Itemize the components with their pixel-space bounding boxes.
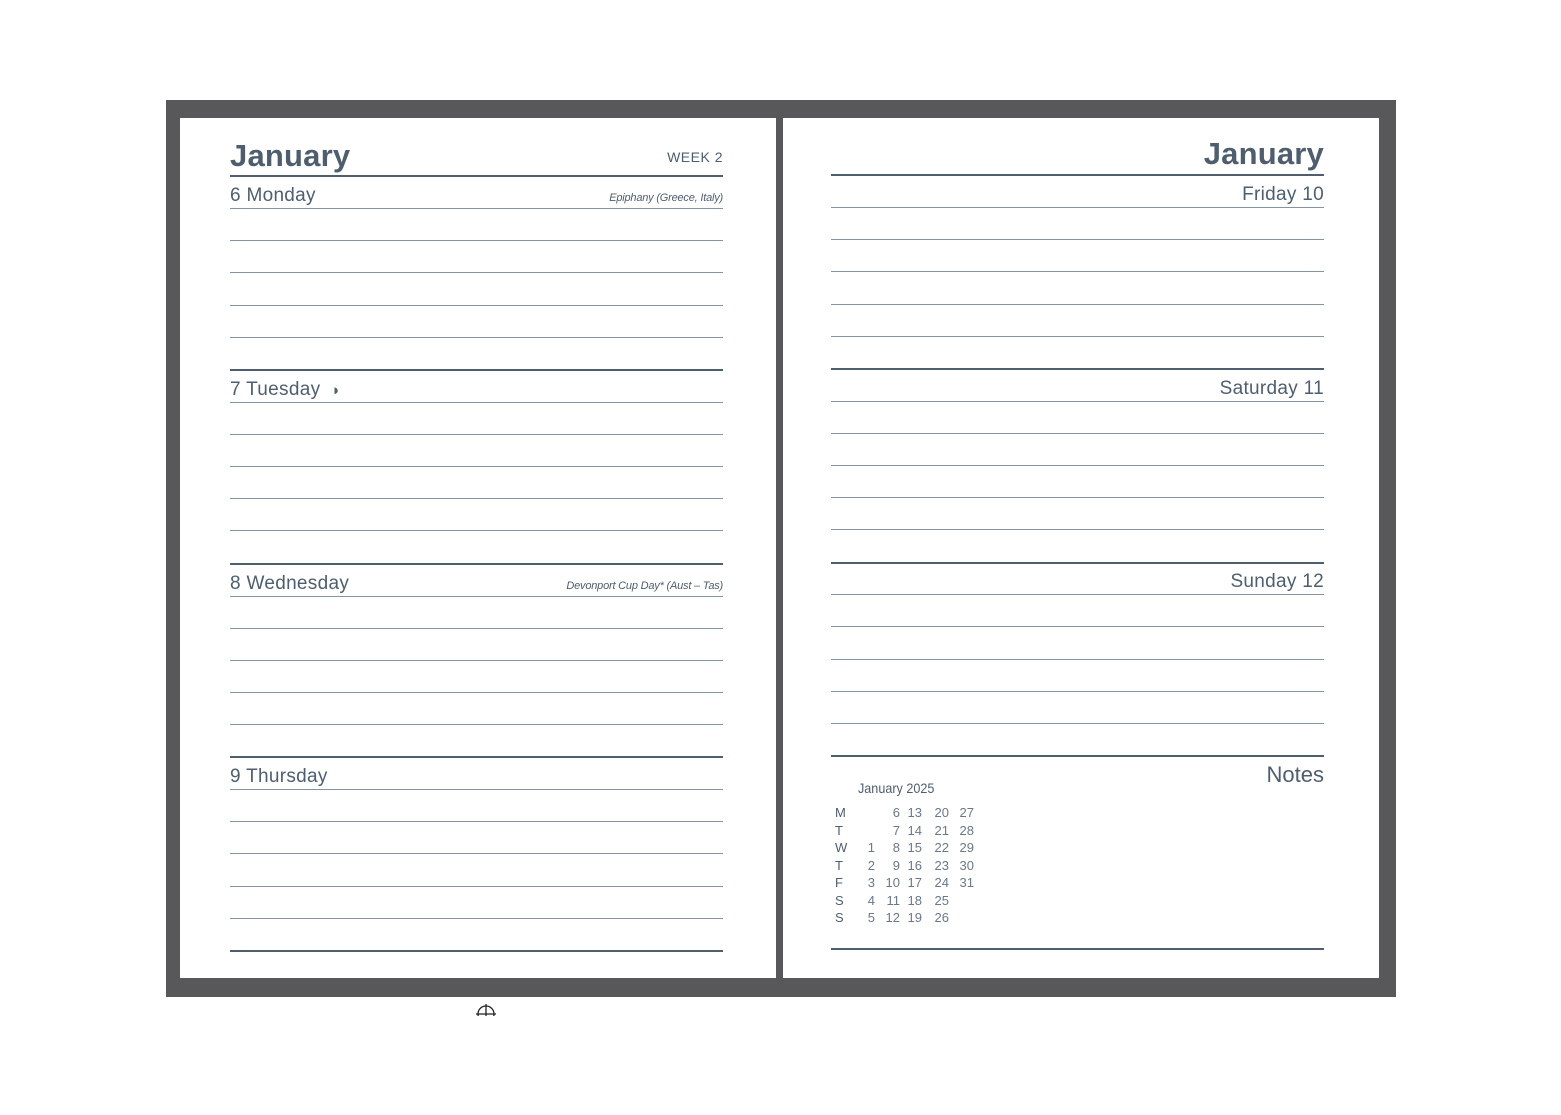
calendar-date: 11: [886, 892, 900, 908]
writing-line: [831, 239, 1324, 240]
calendar-date: 24: [934, 875, 949, 890]
writing-line: [230, 789, 723, 790]
calendar-date: 1: [867, 840, 875, 855]
day-heading-saturday: Saturday 11: [1219, 378, 1324, 399]
writing-line: [230, 466, 723, 467]
calendar-date: 14: [907, 822, 922, 838]
writing-line: [230, 853, 723, 854]
writing-line: [831, 271, 1324, 272]
calendar-date: 8: [892, 840, 900, 855]
day-heading-wednesday: 8 Wednesday: [230, 573, 350, 594]
writing-line: [230, 337, 723, 338]
notes-heading: Notes: [1266, 762, 1324, 787]
day-divider: [831, 755, 1324, 757]
writing-line: [230, 498, 723, 499]
writing-line: [831, 304, 1324, 305]
day-divider: [230, 563, 723, 565]
calendar-date: 15: [907, 840, 922, 855]
day-heading-monday: 6 Monday: [230, 185, 316, 206]
day-divider: [831, 368, 1324, 370]
writing-line: [831, 336, 1324, 337]
calendar-date: 25: [934, 892, 949, 908]
calendar-date: 5: [867, 910, 875, 925]
day-heading-thursday: 9 Thursday: [230, 766, 328, 787]
calendar-date: 9: [892, 857, 900, 873]
calendar-date: 29: [959, 840, 974, 855]
calendar-date: 7: [892, 822, 900, 838]
calendar-date: 12: [885, 910, 900, 925]
day-label: 7 Tuesday: [230, 379, 321, 400]
day-divider: [230, 756, 723, 758]
writing-line: [230, 208, 723, 209]
calendar-date: 21: [934, 822, 949, 838]
writing-line: [230, 596, 723, 597]
weekday-letter: F: [835, 875, 843, 890]
writing-line: [831, 497, 1324, 498]
writing-line: [831, 691, 1324, 692]
mini-calendar-title: January 2025: [858, 780, 935, 796]
writing-line: [831, 659, 1324, 660]
left-column: [230, 118, 723, 978]
weekday-letter: M: [835, 805, 846, 820]
calendar-date: 31: [959, 875, 974, 890]
writing-line: [230, 305, 723, 306]
writing-line: [230, 918, 723, 919]
mini-calendar: [835, 805, 995, 930]
holiday-note-monday: Epiphany (Greece, Italy): [609, 192, 723, 204]
left-month-title: January: [230, 138, 351, 173]
calendar-date: 6: [892, 805, 900, 820]
writing-line: [230, 886, 723, 887]
writing-line: [831, 465, 1324, 466]
right-month-title: January: [1203, 136, 1324, 171]
calendar-date: 2: [867, 857, 875, 873]
writing-line: [831, 433, 1324, 434]
header-rule: [230, 175, 723, 177]
writing-line: [831, 626, 1324, 627]
moon-phase-icon: ◑: [329, 382, 340, 399]
right-page: [783, 118, 1379, 978]
writing-line: [831, 529, 1324, 530]
day-heading-friday: Friday 10: [1242, 184, 1324, 205]
writing-line: [230, 724, 723, 725]
calendar-date: 13: [907, 805, 922, 820]
writing-line: [230, 434, 723, 435]
calendar-date: 27: [959, 805, 974, 820]
holiday-note-wednesday: Devonport Cup Day* (Aust – Tas): [566, 580, 723, 592]
day-divider: [831, 562, 1324, 564]
writing-line: [230, 821, 723, 822]
weekday-letter: S: [835, 892, 844, 908]
writing-line: [831, 401, 1324, 402]
writing-line: [831, 723, 1324, 724]
calendar-date: 26: [934, 910, 949, 925]
page-bottom-rule: [831, 948, 1324, 950]
calendar-date: 23: [934, 857, 949, 873]
page-bottom-rule: [230, 950, 723, 952]
day-heading-tuesday: [230, 379, 339, 401]
calendar-date: 3: [867, 875, 875, 890]
writing-line: [230, 628, 723, 629]
calendar-date: 20: [934, 805, 949, 820]
calendar-date: 30: [959, 857, 974, 873]
weekday-letter: T: [835, 822, 843, 838]
writing-line: [230, 402, 723, 403]
calendar-date: 28: [959, 822, 974, 838]
calendar-date: 16: [907, 857, 922, 873]
right-column: [831, 118, 1324, 978]
writing-line: [230, 530, 723, 531]
header-rule: [831, 174, 1324, 176]
calendar-date: 4: [867, 892, 875, 908]
calendar-date: 22: [934, 840, 949, 855]
writing-line: [831, 207, 1324, 208]
weekday-letter: S: [835, 910, 844, 925]
writing-line: [230, 272, 723, 273]
left-page: [180, 118, 776, 978]
calendar-date: 18: [907, 892, 922, 908]
day-divider: [230, 369, 723, 371]
writing-line: [230, 660, 723, 661]
writing-line: [230, 692, 723, 693]
writing-line: [230, 240, 723, 241]
day-heading-sunday: Sunday 12: [1230, 571, 1324, 592]
week-number: WEEK 2: [667, 149, 723, 165]
calendar-date: 17: [907, 875, 922, 890]
calendar-date: 19: [907, 910, 922, 925]
weekday-letter: W: [835, 840, 848, 855]
calendar-date: 10: [885, 875, 900, 890]
writing-line: [831, 594, 1324, 595]
registration-mark-icon: [476, 1004, 496, 1016]
weekday-letter: T: [835, 857, 843, 873]
